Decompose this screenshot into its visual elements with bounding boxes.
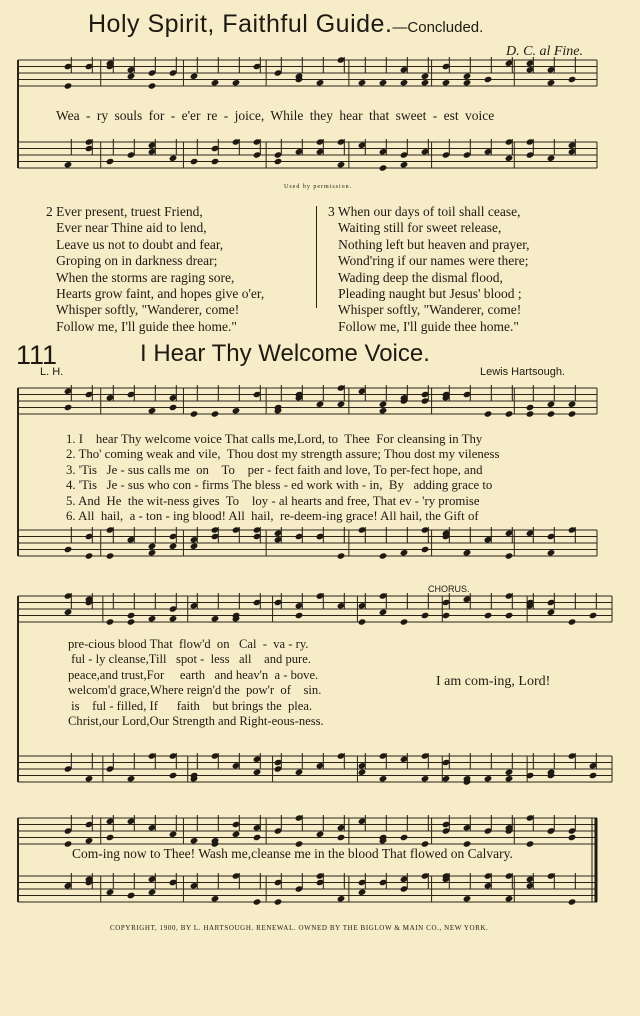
chorus-label: CHORUS. xyxy=(428,584,470,594)
copyright-line: COPYRIGHT, 1900, BY L. HARTSOUGH. RENEWAL. OWNED BY THE BIGLOW & MAIN CO., NEW YORK. xyxy=(110,924,489,932)
stanza-3: 3 When our days of toil shall cease, Waiting still for sweet release, Nothing left but heaven and prayer, Wond'ring if our names were there; Wading deep the dismal flood, Pleading naught but Jesus' blood ; Whisper softly, "Wanderer, come! Follow me, I'll guide thee home." xyxy=(328,204,530,334)
chorus-line-2: Com-ing now to Thee! Wash me,cleanse me in the blood That flowed on Calvary. xyxy=(72,846,513,861)
hymn-number: 111 xyxy=(16,340,58,370)
hymn-title-2: I Hear Thy Welcome Voice. xyxy=(140,340,430,367)
hymn-subtitle: —Concluded. xyxy=(392,19,484,36)
verses-block: 1. I hear Thy welcome voice That calls me,Lord, to Thee For cleansing in Thy 2. Tho' coming weak and vile, Thou dost my strength assure; Thou dost my vileness 3. 'Tis Je - sus calls me on To per - fect faith and love, To per-fect hope, and 4. 'Tis Je - sus who con - firms The bless - ed work with - in, By adding grace to 5. And He the wit-ness gives To loy - al hearts and free, That ev - 'ry promise 6. All hail, a - ton - ing blood! All hail, re-deem-ing grace! All hail, the Gift of xyxy=(66,432,500,524)
hymn-title: Holy Spirit, Faithful Guide.—Concluded. xyxy=(88,10,484,38)
lyric-line: Wea - ry souls for - e'er re - joice, While they hear that sweet - est voice xyxy=(56,108,495,123)
composer-credit: Lewis Hartsough. xyxy=(480,366,565,378)
da-capo-direction: D. C. al Fine. xyxy=(506,44,583,59)
chorus-line-1: I am com-ing, Lord! xyxy=(436,674,551,689)
stanza-2: 2 Ever present, truest Friend, Ever near Thine aid to lend, Leave us not to doubt and fear, Groping on in darkness drear; When the storms are raging sore, Hearts grow faint, and hopes give o'er, Whisper softly, "Wanderer, come! Follow me, I'll guide thee home." xyxy=(46,204,265,334)
stanza-divider xyxy=(316,206,317,308)
verses-continued: pre-cious blood That flow'd on Cal - va - ry. ful - ly cleanse,Till spot - less all and pure. peace,and trust,For earth and heav'n a - bove. welcom'd grace,Where reign'd the pow'r of sin. is ful - filled, If faith but brings the plea. Christ,our Lord,Our Strength and Right-eous-ness. xyxy=(68,637,324,729)
permission-note: Used by permission. xyxy=(284,184,353,190)
author-credit: L. H. xyxy=(40,366,64,378)
